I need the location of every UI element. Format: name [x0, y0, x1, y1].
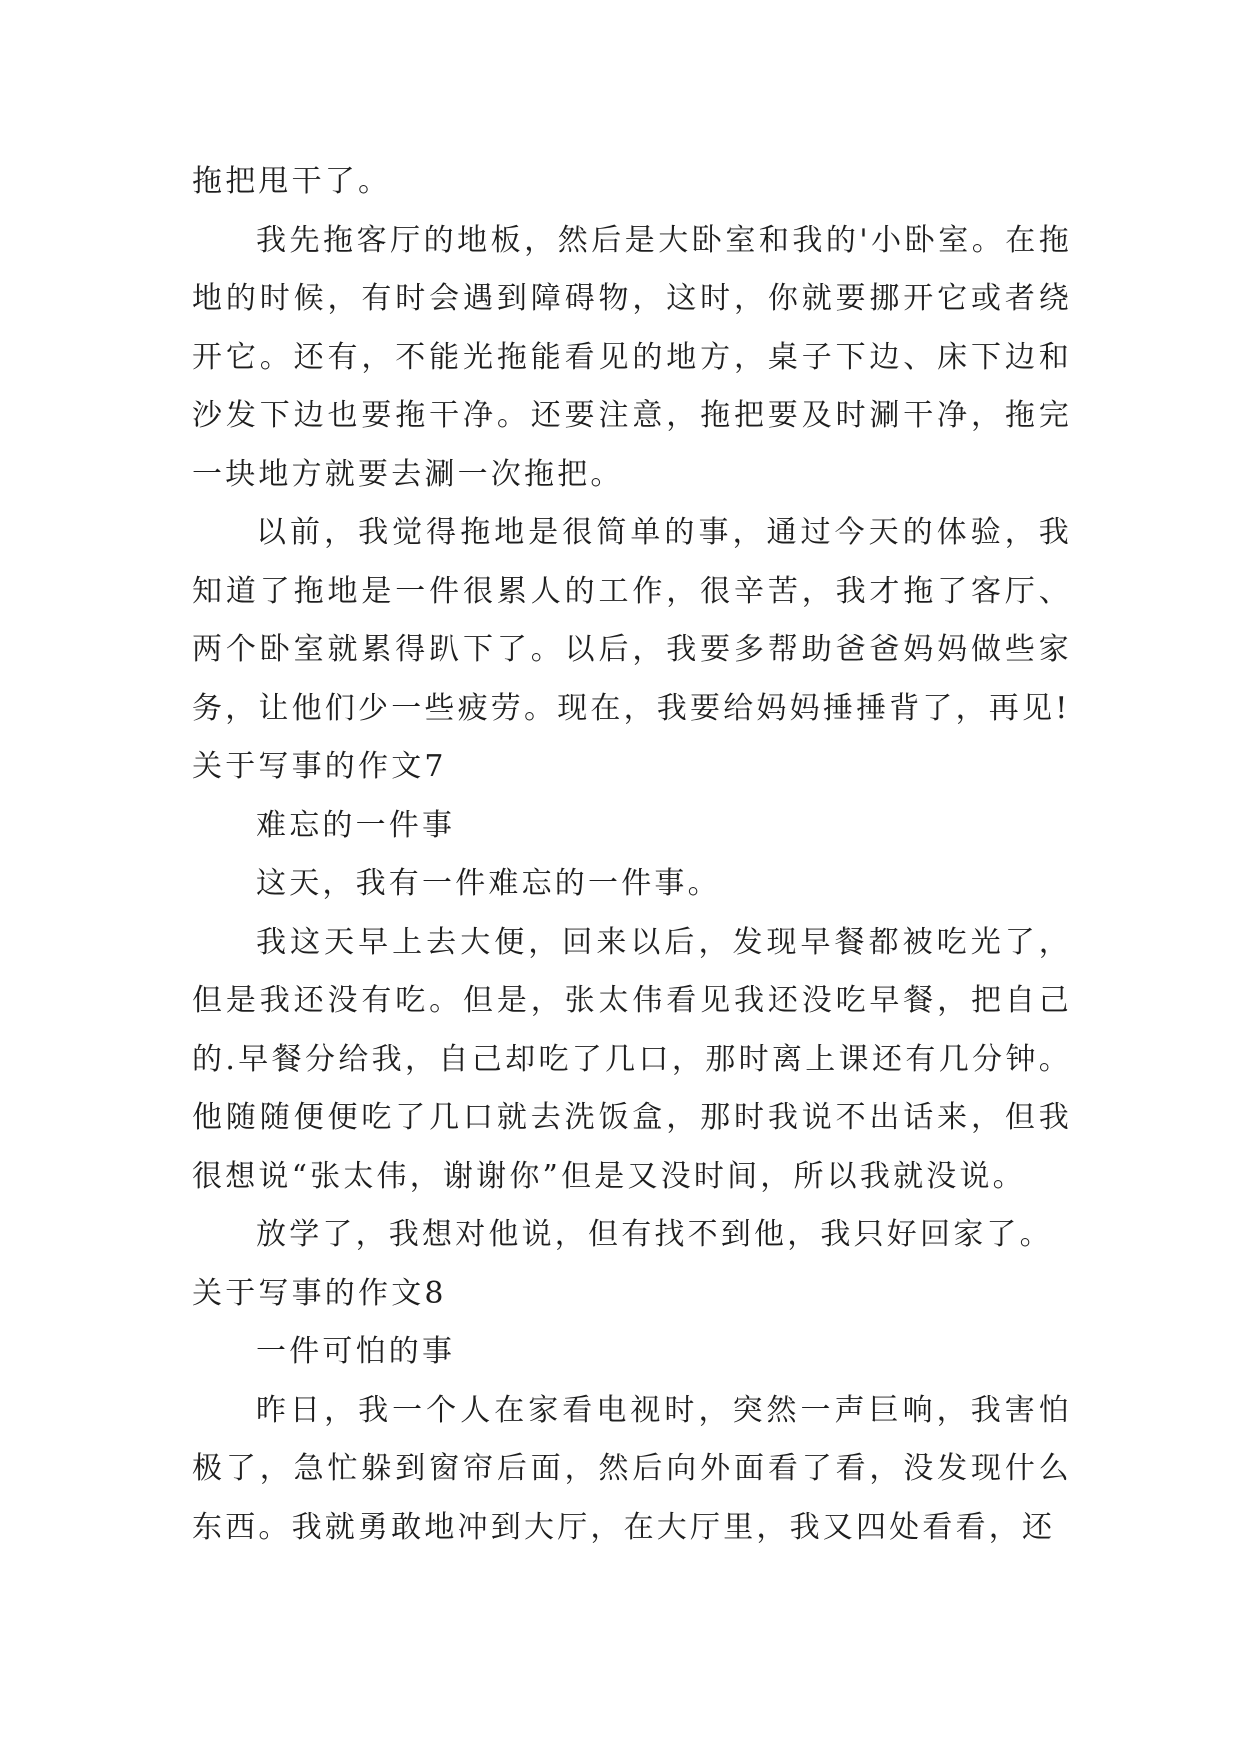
essay-heading: 关于写事的作文7 [192, 749, 447, 784]
essay-title: 一件可怕的事 [256, 1334, 456, 1369]
document-page [192, 153, 1072, 1557]
paragraph: 放学了，我想对他说，但有找不到他，我只好回家了。 [256, 1217, 1053, 1252]
paragraph: 拖把甩干了。 [192, 164, 392, 199]
essay-title: 难忘的一件事 [256, 807, 456, 843]
paragraph: 我这天早上去大便，回来以后，发现早餐都被吃光了，但是我还没有吃。但是，张太伟看见我还没吃早餐，把自己的.早餐分给我，自己却吃了几口，那时离上课还有几分钟。他随随便便吃了几口就去洗饭盒，那时我说不出话来，但我很想说“张太伟，谢谢你”但是又没时间，所以我就没说。 [192, 924, 1072, 1194]
essay-heading: 关于写事的作文8 [192, 1275, 447, 1311]
paragraph: 我先拖客厅的地板，然后是大卧室和我的'小卧室。在拖地的时候，有时会遇到障碍物，这时，你就要挪开它或者绕开它。还有，不能光拖能看见的地方，桌子下边、床下边和沙发下边也要拖干净。还要注意，拖把要及时涮干净，拖完一块地方就要去涮一次拖把。 [192, 222, 1072, 492]
paragraph: 昨日，我一个人在家看电视时，突然一声巨响，我害怕极了，急忙躲到窗帘后面，然后向外面看了看，没发现什么东西。我就勇敢地冲到大厅，在大厅里，我又四处看看，还 [192, 1392, 1072, 1545]
paragraph: 以前，我觉得拖地是很简单的事，通过今天的体验，我知道了拖地是一件很累人的工作，很辛苦，我才拖了客厅、两个卧室就累得趴下了。以后，我要多帮助爸爸妈妈做些家务，让他们少一些疲劳。现在，我要给妈妈捶捶背了，再见! [192, 515, 1072, 726]
paragraph: 这天，我有一件难忘的一件事。 [256, 866, 721, 901]
